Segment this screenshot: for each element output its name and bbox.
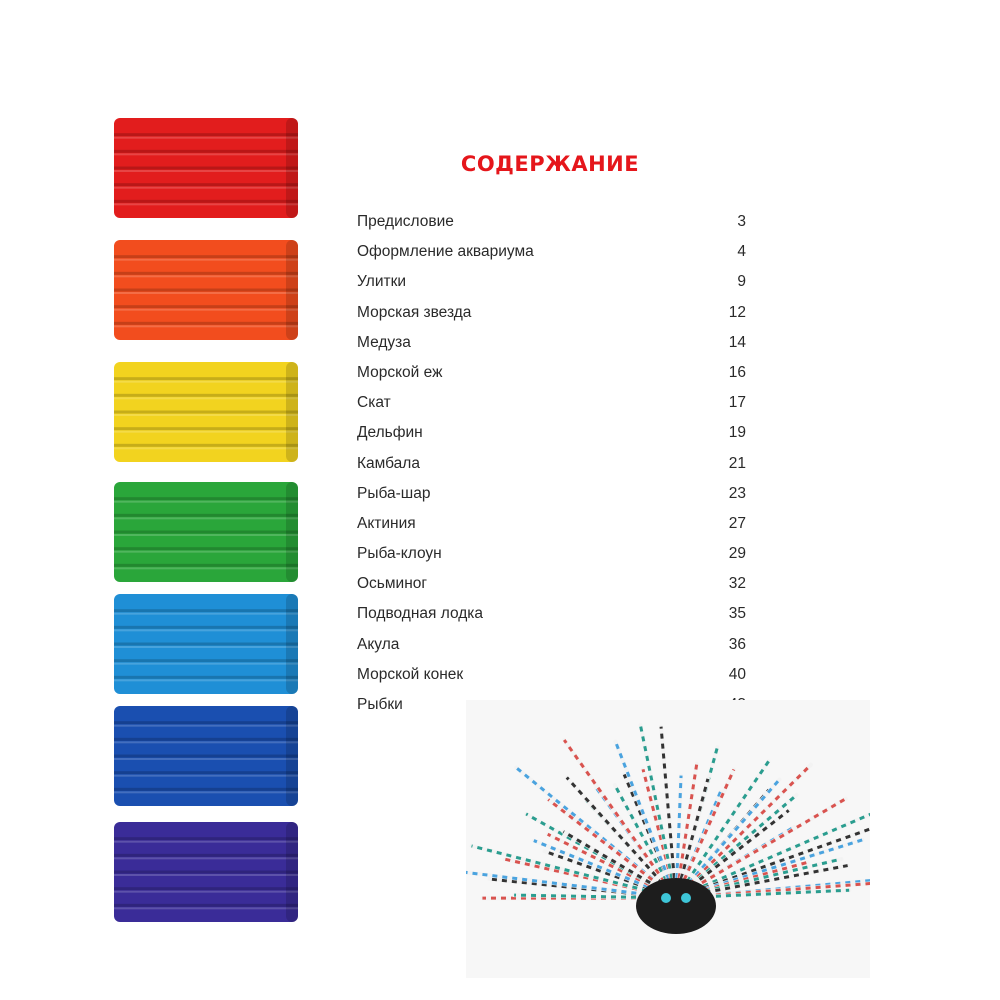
toc-entry-page: 17 <box>728 394 746 412</box>
toc-entry-title: Акула <box>357 635 400 653</box>
clay-strips-photo <box>114 100 320 945</box>
toc-entry-title: Рыба-клоун <box>357 545 442 563</box>
toc-entry-title: Улитки <box>357 273 407 291</box>
clay-strips-image <box>114 100 320 945</box>
toc-entry-title: Рыбки <box>357 696 403 713</box>
toc-entry-page: 32 <box>728 575 746 593</box>
toc-entry-title: Рыба-шар <box>357 484 431 502</box>
toc-entry <box>357 479 746 509</box>
sea-urchin-image <box>466 700 870 978</box>
toc-entry <box>357 358 746 388</box>
clay-block <box>114 118 298 218</box>
toc-entry-title: Медуза <box>357 333 411 351</box>
clay-block <box>114 482 298 582</box>
toc-entry-page: 36 <box>728 635 746 653</box>
toc-entry-page: 9 <box>737 273 746 291</box>
toc-entry-title: Камбала <box>357 454 420 472</box>
toc-entry <box>357 418 746 448</box>
toc-entry-page: 19 <box>728 424 746 442</box>
urchin-eye <box>681 893 691 903</box>
toc-entry-page: 21 <box>728 454 746 472</box>
toc-entry-page: 40 <box>728 665 746 683</box>
toc-entry-page: 3 <box>737 213 746 230</box>
toc-entry-title: Предисловие <box>357 213 454 230</box>
toc-entry-page: 4 <box>737 243 746 261</box>
toc-entry <box>357 449 746 479</box>
toc-entry-page: 23 <box>728 484 746 502</box>
toc-entry <box>357 569 746 599</box>
toc-entry <box>357 630 746 660</box>
clay-block <box>114 822 298 922</box>
toc-entry <box>357 237 746 267</box>
toc-entry-title: Морской еж <box>357 363 443 381</box>
toc-entry <box>357 599 746 629</box>
toc-entry-page: 14 <box>728 333 746 351</box>
toc-entry-title: Дельфин <box>357 424 423 442</box>
clay-block <box>114 706 298 806</box>
toc-entry <box>357 207 746 237</box>
toc-entry <box>357 509 746 539</box>
toc-entry-page: 35 <box>728 605 746 623</box>
toc-entry <box>357 267 746 297</box>
toc-entry <box>357 660 746 690</box>
toc-entry-title: Морская звезда <box>357 303 472 321</box>
toc-entry-page: 27 <box>728 514 746 532</box>
page-title: СОДЕРЖАНИЕ <box>460 152 640 176</box>
toc-entry <box>357 328 746 358</box>
toc-entry <box>357 388 746 418</box>
table-of-contents <box>357 207 746 720</box>
toc-entry-title: Осьминог <box>357 575 428 593</box>
toc-entry-title: Морской конек <box>357 665 464 683</box>
toc-entry-title: Оформление аквариума <box>357 243 534 261</box>
sea-urchin-photo <box>466 700 870 978</box>
toc-entry-title: Скат <box>357 394 391 412</box>
clay-block <box>114 362 298 462</box>
toc-entry <box>357 539 746 569</box>
toc-entry <box>357 298 746 328</box>
toc-entry-page: 12 <box>728 303 746 321</box>
toc-entry-page: 16 <box>728 363 746 381</box>
urchin-eye <box>661 893 671 903</box>
toc-entry-title: Актиния <box>357 514 416 532</box>
toc-entry-title: Подводная лодка <box>357 605 484 623</box>
urchin-body <box>636 878 716 934</box>
clay-block <box>114 240 298 340</box>
clay-block <box>114 594 298 694</box>
toc-entry-page: 29 <box>728 545 746 563</box>
